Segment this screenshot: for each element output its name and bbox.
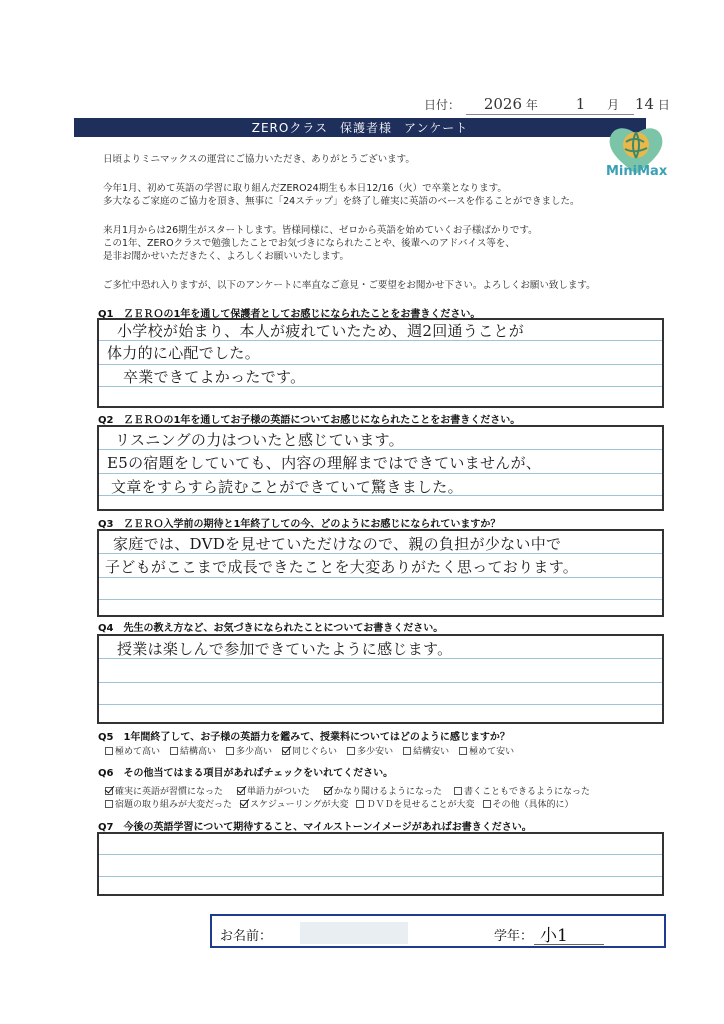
option-label: 結構高い xyxy=(180,747,217,757)
q6-options-row-2 xyxy=(105,797,574,810)
checkbox[interactable] xyxy=(240,800,248,808)
checkbox[interactable] xyxy=(454,787,462,795)
option-label: 結構安い xyxy=(413,747,450,757)
q3-answer-line-1: 家庭では、DVDを見せていただけなので、親の負担が少ない中で xyxy=(113,535,562,553)
grade-value: 小1 xyxy=(540,926,568,946)
q4-answer-line-1: 授業は楽しんで参加できていたように感じます。 xyxy=(117,640,453,658)
q2-answer-line-3: 文章をすらすら読むことができていて驚きました。 xyxy=(111,478,463,496)
checkbox[interactable] xyxy=(105,787,113,795)
q5-label: Q5 1年間終了して、お子様の英語力を鑑みて、授業料についてはどのように感じますか？ xyxy=(98,732,510,743)
q6-label: Q6 その他当てはまる項目があればチェックをいれてください。 xyxy=(98,768,394,779)
option-item[interactable] xyxy=(356,797,474,810)
option-item[interactable] xyxy=(105,744,160,757)
date-day: 14 xyxy=(634,95,655,113)
grade-label: 学年： xyxy=(494,929,534,944)
option-item[interactable] xyxy=(170,744,216,757)
q1-answer-line-1: 小学校が始まり、本人が疲れていたため、週2回通うことが xyxy=(117,322,525,340)
option-label: 多少高い xyxy=(236,747,273,757)
checkbox[interactable] xyxy=(403,747,411,755)
q1-answer-box xyxy=(97,318,664,408)
q1-answer-line-3: 卒業できてよかったです。 xyxy=(123,368,306,386)
checkbox[interactable] xyxy=(282,747,290,755)
option-item[interactable] xyxy=(454,784,590,797)
option-item[interactable] xyxy=(237,784,310,797)
q7-answer-box xyxy=(97,832,664,896)
option-label: 極めて安い xyxy=(469,747,515,757)
date-label: 日付： xyxy=(424,98,461,112)
date-month: 1 xyxy=(575,95,586,113)
option-item[interactable] xyxy=(459,744,514,757)
date-row xyxy=(424,95,670,113)
title-parents: 保護者様 xyxy=(339,121,392,135)
checkbox[interactable] xyxy=(105,747,113,755)
option-label: 書くこともできるようになった xyxy=(464,787,591,797)
date-underline xyxy=(466,114,634,115)
checkbox[interactable] xyxy=(347,747,355,755)
name-redacted xyxy=(300,922,408,944)
page-title xyxy=(74,118,646,137)
q2-answer-line-2: E5の宿題をしていても、内容の理解まではできていませんが、 xyxy=(107,454,542,472)
option-label: ＤＶＤを見せることが大変 xyxy=(366,800,475,810)
checkbox[interactable] xyxy=(226,747,234,755)
q2-answer-box xyxy=(97,425,664,511)
intro-line-2: 今年1月、初めて英語の学習に取り組んだZERO24期生も本日12/16（火）で卒業となります。 xyxy=(103,183,507,194)
q3-answer-line-2: 子どもがここまで成長できたことを大変ありがたく思っております。 xyxy=(105,558,579,576)
option-label: その他（具体的に） xyxy=(492,800,574,810)
name-grade-box xyxy=(210,914,666,948)
q6-options-row-1 xyxy=(105,784,590,797)
option-item[interactable] xyxy=(105,784,223,797)
logo-text: MiniMax xyxy=(606,164,668,179)
option-item[interactable] xyxy=(403,744,449,757)
option-item[interactable] xyxy=(324,784,442,797)
option-label: 確実に英語が習慣になった xyxy=(115,787,224,797)
option-item[interactable] xyxy=(105,797,232,810)
option-label: 同じぐらい xyxy=(292,747,338,757)
name-label: お名前： xyxy=(220,929,273,944)
checkbox[interactable] xyxy=(324,787,332,795)
q7-label: Q7 今後の英語学習について期待すること、マイルストーンイメージがあればお書きください。 xyxy=(98,822,532,833)
option-label: かなり聞けるようになった xyxy=(334,787,443,797)
option-label: 多少安い xyxy=(357,747,394,757)
option-label: 宿題の取り組みが大変だった xyxy=(115,800,233,810)
q2-label: Q2 ＺＥＲＯの1年を通してお子様の英語についてお感じになられたことをお書きください。 xyxy=(98,415,521,426)
q3-label: Q3 ＺＥＲＯ入学前の期待と1年終了しての今、どのようにお感じになられていますか？ xyxy=(98,519,501,530)
option-item[interactable] xyxy=(483,797,574,810)
option-label: 単語力がついた xyxy=(247,787,311,797)
checkbox[interactable] xyxy=(356,800,364,808)
intro-line-3: 多大なるご家庭のご協力を頂き、無事に「24ステップ」を終了し確実に英語のベースを作ることができました。 xyxy=(103,196,580,207)
date-day-unit: 日 xyxy=(657,98,670,112)
checkbox[interactable] xyxy=(105,800,113,808)
intro-line-4: 来月1月からは26期生がスタートします。皆様同様に、ゼロから英語を始めていくお子様ばかりです。 xyxy=(103,225,538,236)
checkbox[interactable] xyxy=(170,747,178,755)
q2-answer-line-1: リスニングの力はついたと感じています。 xyxy=(115,431,404,449)
date-year-unit: 年 xyxy=(525,98,538,112)
intro-line-5: この1年、ZEROクラスで勉強したことでお気づきになられたことや、後輩へのアドバイス等を、 xyxy=(103,238,515,249)
option-item[interactable] xyxy=(282,744,337,757)
q4-label: Q4 先生の教え方など、お気づきになられたことについてお書きください。 xyxy=(98,623,444,634)
option-item[interactable] xyxy=(226,744,272,757)
title-survey: アンケート xyxy=(403,121,469,135)
q1-answer-line-2: 体力的に心配でした。 xyxy=(107,344,261,362)
option-item[interactable] xyxy=(240,797,348,810)
intro-line-6: 是非お聞かせいただきたく、よろしくお願いいたします。 xyxy=(103,251,350,262)
date-month-unit: 月 xyxy=(607,98,620,112)
grade-underline xyxy=(534,944,604,945)
checkbox[interactable] xyxy=(459,747,467,755)
q5-options xyxy=(105,744,514,757)
intro-line-1: 日頃よりミニマックスの運営にご協力いただき、ありがとうございます。 xyxy=(103,154,415,165)
intro-line-7: ご多忙中恐れ入りますが、以下のアンケートに率直なご意見・ご要望をお聞かせ下さい。よろしくお願い致します。 xyxy=(103,280,596,291)
option-label: スケジューリングが大変 xyxy=(250,800,349,810)
q3-answer-box xyxy=(97,529,664,617)
q4-answer-box xyxy=(97,634,664,724)
q1-label: Q1 ＺＥＲＯの1年を通して保護者としてお感じになられたことをお書きください。 xyxy=(98,309,481,320)
date-year: 2026 xyxy=(483,95,523,113)
checkbox[interactable] xyxy=(483,800,491,808)
option-item[interactable] xyxy=(347,744,393,757)
option-label: 極めて高い xyxy=(115,747,161,757)
checkbox[interactable] xyxy=(237,787,245,795)
title-class: ZEROクラス xyxy=(251,121,328,135)
